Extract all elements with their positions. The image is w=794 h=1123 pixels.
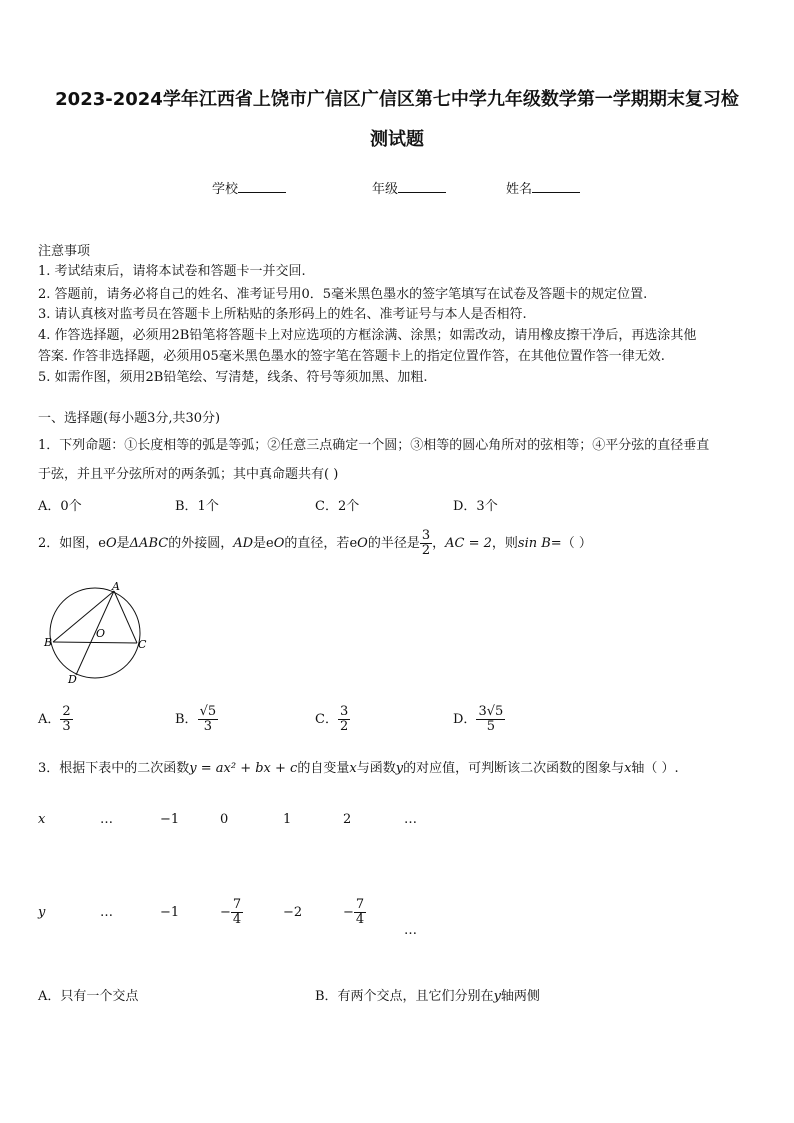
name-field [506, 180, 580, 199]
q1-option-a: A．0个 [38, 499, 82, 514]
q1-option-b: B．1个 [175, 499, 219, 514]
notice-item: 答案. 作答非选择题，必须用05毫米黑色墨水的签字笔在答题卡上的指定位置作答，在其他位置作答一律无效. [38, 349, 665, 364]
segment-bc [53, 642, 137, 643]
point-o: O [357, 536, 368, 551]
doc-title-line2: 测试题 [370, 129, 424, 150]
label-a: A [112, 580, 120, 593]
q2-option-c: C． $\frac{3}{2}$ [315, 704, 349, 734]
q2-text: 2．如图， [38, 536, 99, 551]
table-y-label: y [38, 905, 46, 920]
section-heading: 一、选择题(每小题3分,共30分) [38, 411, 221, 426]
name-label: 姓名 [506, 182, 533, 197]
table-x-cell: −1 [160, 812, 180, 827]
triangle-abc: ΔABC [129, 536, 169, 551]
table-y-cell: … [404, 923, 417, 938]
table-y-cell: −2 [283, 905, 303, 920]
grade-blank [398, 180, 446, 193]
q2-option-a: A． $\frac{2}{3}$ [38, 704, 71, 734]
table-x-cell: … [100, 812, 113, 827]
q2-text: 的外接圆， [168, 536, 234, 551]
notice-item: 2. 答题前，请务必将自己的姓名、准考证号用0．5毫米黑色墨水的签字笔填写在试卷及答题卡的规定位置. [38, 287, 648, 302]
table-y-cell: … [100, 905, 113, 920]
table-x-cell: 2 [343, 812, 352, 827]
q3-option-b: B．有两个交点，且它们分别在y轴两侧 [315, 989, 540, 1004]
table-y-cell: − $\frac{7}{4}$ [343, 897, 365, 927]
notice-item: 4. 作答选择题，必须用2B铅笔将答题卡上对应选项的方框涂满、涂黑；如需改动，请用橡皮擦干净后，再选涂其他 [38, 328, 697, 343]
q3-option-a: A．只有一个交点 [38, 989, 139, 1004]
q2-text: 的半径是 [367, 536, 420, 551]
segment-ad: AD [233, 536, 254, 551]
q2-text: 是 [116, 536, 130, 551]
notice-item: 3. 请认真核对监考员在答题卡上所粘贴的条形码上的姓名、准考证号与本人是否相符. [38, 307, 527, 322]
radius-fraction: $\frac{3}{2}$ [421, 528, 431, 558]
doc-title-line1: 2023-2024学年江西省上饶市广信区广信区第七中学九年级数学第一学期期末复习检 [55, 89, 739, 110]
q2-text: ， [432, 536, 446, 551]
ac-equation: AC = 2 [445, 536, 492, 551]
segment-ad [76, 591, 114, 675]
label-c: C [138, 638, 147, 651]
notice-item: 1. 考试结束后，请将本试卷和答题卡一并交回. [38, 264, 306, 279]
q3-stem: 3．根据下表中的二次函数y = ax² + bx + c的自变量x与函数y的对应值，可判断该二次函数的图象与x轴（ ）. [38, 761, 679, 776]
label-b: B [44, 636, 53, 649]
point-o: O [273, 536, 285, 551]
q1-option-d: D．3个 [453, 499, 498, 514]
quadratic-function: y = ax² + bx + c [189, 761, 298, 776]
circle-symbol: e [266, 536, 274, 551]
q2-text: =（ ） [550, 536, 592, 551]
label-d: D [68, 673, 77, 685]
table-x-cell: … [404, 812, 417, 827]
q2-option-d: D． $\frac{3√5}{5}$ [453, 704, 504, 734]
table-x-cell: 0 [220, 812, 229, 827]
school-blank [238, 180, 286, 193]
table-y-cell: − $\frac{7}{4}$ [220, 897, 242, 927]
q1-text-line2: 于弦，并且平分弦所对的两条弧；其中真命题共有( ) [38, 467, 339, 482]
q1-text-line1: 1．下列命题：①长度相等的弧是等弧；②任意三点确定一个圆；③相等的圆心角所对的弦相等；④平分弦的直径垂直 [38, 438, 710, 453]
q1-option-c: C．2个 [315, 499, 360, 514]
circle-symbol: e [349, 536, 358, 551]
segment-ac [114, 591, 137, 643]
circle-figure [40, 580, 155, 685]
label-o: O [96, 627, 106, 640]
circle-symbol: e [98, 536, 106, 551]
school-field [212, 180, 286, 199]
q2-text: 是 [253, 536, 267, 551]
notice-item: 5. 如需作图，须用2B铅笔绘、写清楚，线条、符号等须加黑、加粗. [38, 370, 428, 385]
table-y-cell: −1 [160, 905, 180, 920]
notice-heading: 注意事项 [38, 244, 91, 259]
q2-text: ，则 [491, 536, 518, 551]
q2-stem [38, 526, 592, 562]
school-label: 学校 [212, 182, 239, 197]
point-o: O [105, 536, 117, 551]
table-x-label: x [38, 812, 46, 827]
grade-field [372, 180, 446, 199]
sin-b: sin B [517, 536, 551, 551]
q2-text: 的直径，若 [284, 536, 350, 551]
table-x-cell: 1 [283, 812, 292, 827]
q2-option-b: B． $\frac{√5}{3}$ [175, 704, 217, 734]
name-blank [532, 180, 580, 193]
grade-label: 年级 [372, 182, 399, 197]
